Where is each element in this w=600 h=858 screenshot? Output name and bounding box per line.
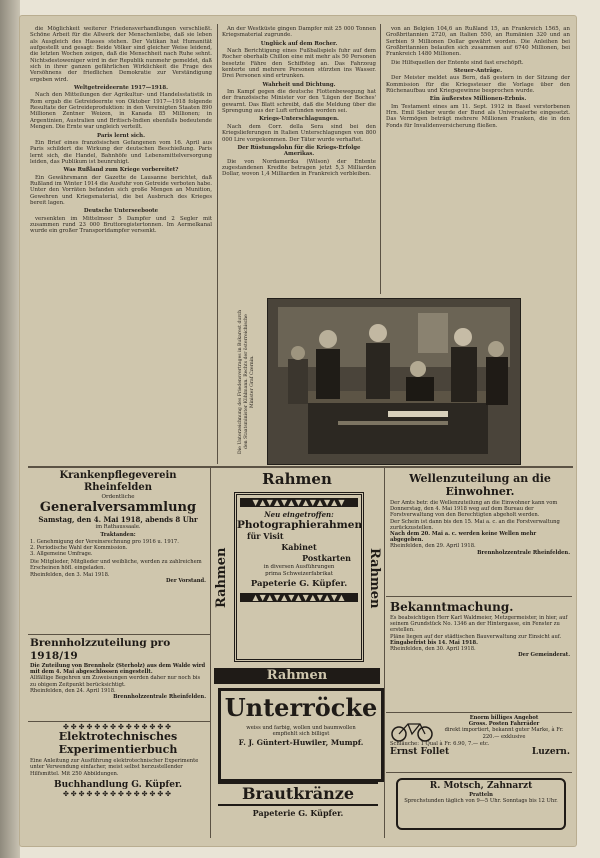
ad-line: in diversen Ausführungen bbox=[263, 564, 335, 570]
article-text: Die von Nordamerika (Wilson) der Entente zugestandenen Kredite betragen jetzt 5,3 Milliarden Dollar, wovon 1,4 Milliarden in Frankreich verbleiben. bbox=[222, 158, 376, 178]
ad-wellenzuteilung bbox=[390, 472, 570, 592]
ad-subtitle: empfiehlt sich billigst bbox=[272, 731, 330, 738]
article-column-1 bbox=[30, 26, 212, 462]
ad-city: Pratteln bbox=[469, 792, 493, 798]
ad-subtitle: Ordentliche bbox=[101, 494, 135, 500]
ad-line: Postkarten bbox=[302, 553, 351, 563]
section-rule bbox=[28, 466, 573, 468]
article-text: Der Meister meldet aus Bern, daß gestern in der Sitzung der Kommission für die Kriegssteuer die Vorlage über den Rüchenaufbau und Kriegsgewinne besprochen wurde. bbox=[386, 75, 570, 95]
ad-krankenpflegeverein bbox=[30, 470, 206, 630]
frame-border bbox=[234, 492, 364, 662]
ad-text: direkt importiert, bekannt guter Marke, à Fr. 220.— exklusive bbox=[444, 727, 564, 740]
article-heading: Kriegs-Unterschlagungen. bbox=[259, 116, 339, 123]
ornament-row: ✤✤✤✤✤✤✤✤✤✤✤✤✤✤ bbox=[62, 723, 174, 731]
article-heading: Ein äußerstes Millionen-Erbnis. bbox=[429, 96, 527, 103]
ad-rule bbox=[28, 721, 210, 722]
ad-subtitle: weiss und farbig, wollen und baumwollen bbox=[246, 725, 356, 731]
intro-text: die Möglichkeit weiterer Friedensverhandlungen verschließt. Schöne Arbeit für die Allwerk der Menschenliebe, daß sie leben als Ausgleich des Hasses stehen. Der Vatikan hat Humanität aufgestellt und gesagt: Beide Völker sind gleicher Weise leidend, die letzten Wochen zeigen, daß die Menschheit nach Ruhe sehnt. Nichtsdestoweniger wird in der Republik nunmehr gemeldet, daß sich in ihrer ganzen gefährlichen Wirklichkeit die Frage des Versöhnens der friedlichen Demokratie zur Verständigung ergeben wird. bbox=[30, 26, 212, 83]
ad-unterroecke bbox=[218, 688, 384, 782]
ad-bekanntmachung bbox=[390, 600, 570, 710]
book-binding bbox=[0, 0, 20, 858]
ad-text: Die Zuteilung von Brennholz (Sterholz) aus dem Walde wird mit dem 4. Mai abgeschlossen eingestellt. bbox=[30, 663, 206, 676]
article-heading: Weltgetreideernte 1917—1918. bbox=[73, 85, 169, 92]
ad-text: Pläne liegen auf der städtischen Bauverwaltung zur Einsicht auf. bbox=[390, 633, 562, 640]
ad-rule bbox=[386, 712, 572, 713]
ad-shop: Papeterie G. Küpfer. bbox=[250, 579, 348, 589]
article-heading: Wahrheit und Dichtung. bbox=[262, 81, 336, 88]
ad-line: prima Schweizerfabrikat bbox=[265, 571, 333, 577]
ad-text: Schläuche: 1 Qual à Fr. 6.90, 7.— etc. bbox=[390, 740, 490, 747]
article-text: Ein Brief eines französischen Gefangenen vom 16. April aus Paris schildert die Wirkung der deutschen Beschießung. Paris lernt sich, die Handel, Bahnhöfe und Lebensmittelversorgung leiden, das Publikum ist beunruhigt. bbox=[30, 139, 212, 165]
column-rule bbox=[384, 468, 385, 838]
ad-heading: Generalversammlung bbox=[39, 500, 197, 516]
article-text: versenkten im Mittelmeer 5 Dampfer und 2 Segler mit zusammen rund 23 000 Bruttoregistertonnen. Im Aermelkanal wurde ein großer Transportdampfer versenkt. bbox=[30, 215, 212, 235]
agenda-item: 1. Genehmigung der Vereinsrechnung pro 1916 u. 1917. bbox=[30, 538, 179, 545]
ad-frame-bottom: Rahmen bbox=[214, 668, 380, 684]
ornament-row: ✤✤✤✤✤✤✤✤✤✤✤✤✤✤ bbox=[62, 789, 174, 798]
article-column-3 bbox=[386, 26, 570, 294]
ad-title: Krankenpflegeverein Rheinfelden bbox=[59, 470, 177, 493]
ad-signer: Der Vorstand. bbox=[166, 577, 206, 584]
article-heading: Paris lernt sich. bbox=[97, 132, 145, 139]
ad-text: Allfällige Begehren um Zuweisungen werden daher nur noch bis zu obigem Zeitpunkt berücksichtigt. bbox=[30, 675, 201, 688]
article-heading: Steuer-Anträge. bbox=[453, 68, 503, 75]
ad-title: Enorm billiges Angebot bbox=[469, 715, 539, 721]
ad-sign: Rheinfelden, den 29. April 1918. bbox=[390, 543, 476, 550]
column-rule bbox=[380, 24, 381, 294]
ad-text: Sprechstunden täglich von 9—5 Uhr. Sonntags bis 12 Uhr. bbox=[404, 798, 558, 805]
agenda-item: 2. Periodische Wahl der Kommission. bbox=[30, 544, 128, 551]
ad-place: im Rathaussaale. bbox=[95, 524, 141, 531]
ad-shop: Ernst Follet bbox=[390, 747, 450, 758]
article-heading: Was Rußland zum Kriege vorbereitet? bbox=[63, 167, 179, 174]
ad-brennholz bbox=[30, 637, 206, 719]
ad-title: Wellenzuteilung an die Einwohner. bbox=[409, 472, 551, 498]
ad-zahnarzt bbox=[396, 778, 566, 830]
ad-signer: Brennholzzentrale Rheinfelden. bbox=[477, 549, 570, 556]
news-photograph bbox=[267, 298, 521, 465]
article-text: von an Belgien 104,6 an Rußland 15, an Frankreich 1565, an Großbritannien 2720, an Italien 550, an Rumänien 320 und an Serbien 9 Millionen Dollar gewährt worden. Die Anleihen bei Großbritannien belaufen sich zusammen auf 6740 Millionen, bei Frankreich 1480 Millionen. bbox=[386, 26, 570, 58]
ad-subtitle: Gross. Posten Fahrräder bbox=[468, 721, 540, 728]
ad-line: Kabinet bbox=[281, 542, 317, 552]
article-heading: Deutsche Unterseeboote bbox=[83, 208, 159, 215]
ad-signer: Der Gemeinderat. bbox=[518, 652, 570, 659]
article-text: Im Testament eines am 11. Sept. 1912 in Basel verstorbenen Hrn. Emil Sieber wurde der Bund als Universalerbe eingesetzt. Das Vermögen beträgt mehrere Millionen Franken, die in den Fonds für Invalidenversicherung fließen. bbox=[386, 103, 570, 129]
ad-text: Der Schein ist dann bis den 15. Mai a. c. an die Forstverwaltung zurückzustellen. bbox=[390, 518, 560, 531]
ad-title: Bekanntmachung. bbox=[390, 600, 514, 614]
ad-title: Brennholzzuteilung pro 1918/19 bbox=[30, 637, 171, 662]
ad-title: Elektrotechnisches Experimentierbuch bbox=[58, 730, 178, 757]
agenda-item: 3. Allgemeine Umfrage. bbox=[30, 551, 93, 558]
ad-new: Neu eingetroffen: bbox=[264, 510, 334, 519]
ad-frame-right: Rahmen bbox=[367, 547, 382, 609]
ad-text: Nach dem 20. Mai a. c. werden keine Wellen mehr abgegeben. bbox=[390, 531, 537, 544]
ad-city: Luzern. bbox=[531, 747, 570, 758]
ad-title: Unterröcke bbox=[224, 693, 378, 722]
ad-shop: Buchhandlung G. Küpfer. bbox=[53, 779, 183, 790]
ad-note: Die Mitglieder, Mitglieder und weibliche, werden zu zahlreichem Erscheinen höfl. eingeladen. bbox=[30, 559, 202, 572]
article-text: Die Hilfsquellen der Entente sind fast erschöpft. bbox=[391, 59, 524, 66]
article-text: An der Westküste gingen Dampfer mit 25 000 Tonnen Kriegsmaterial zugrunde. bbox=[222, 26, 376, 39]
ad-sign: Rheinfelden, den 3. Mai 1918. bbox=[30, 571, 110, 578]
ad-brautkraenze bbox=[218, 782, 378, 832]
article-heading: Der Rüstungslohn für die Kriegs-Erfolge Amerikas. bbox=[237, 144, 361, 158]
ad-experimentierbuch bbox=[30, 724, 206, 834]
ad-shop: Papeterie G. Küpfer. bbox=[252, 808, 344, 818]
ad-title: Brautkränze bbox=[218, 782, 378, 806]
ad-fahrraeder bbox=[390, 715, 570, 765]
ad-heading: Photographierahmen bbox=[237, 519, 363, 531]
ad-sign: Rheinfelden, den 24. April 1918. bbox=[30, 687, 116, 694]
article-column-2 bbox=[222, 26, 376, 294]
photo-caption: Die Unterzeichnung des Friedensvertrages in Bukarest durch den Staatsminister Kühlmann. Rechts der österreichische Minister Graf Czernin. bbox=[238, 309, 255, 455]
ad-text: Es beabsichtigen Herr Karl Waldmeier, Metzgermeister, in hier, auf seinem Grundstück No. 1346 an der Hintergasse, ein Fenster zu erstellen. bbox=[390, 615, 568, 634]
ad-title: R. Motsch, Zahnarzt bbox=[429, 781, 533, 791]
ad-rule bbox=[28, 634, 210, 635]
ad-shop: F. J. Güntert-Huwiler, Mumpf. bbox=[238, 738, 364, 748]
article-text: Nach dem Corr. della Sera sind bei den Kriegslieferungen in Italien Unterschlagungen von 800 000 Lire vorgekommen. Der Täter wurde verhaftet. bbox=[222, 123, 376, 143]
ad-agenda-label: Traktanden: bbox=[100, 532, 136, 539]
article-text: Nach den Mitteilungen der Agrikultur- und Handelsstatistik in Rom ergab die Getreideernte von Oktober 1917—1918 folgende Resultate der Getreideproduktion: in den Vereinigten Staaten 890 Millionen Zentner Weizen, in Kanada 85 Millionen; in Argentinien, Australien und Britisch-Indien ebenfalls bedeutende Mengen. Die Ernte war ungleich verteilt. bbox=[30, 92, 212, 131]
ad-date: Samstag, den 4. Mai 1918, abends 8 Uhr bbox=[38, 515, 198, 525]
column-rule bbox=[210, 468, 211, 838]
ad-date: Eingabefrist bis 14. Mai 1918. bbox=[390, 639, 478, 646]
article-text: Im Kampf gegen die deutsche Flottenbewegung hat der französische Minister vor den 'Lügen der Boches' gewarnt. Das Blatt schreibt, daß die Meldung über die Sprengung aus der Luft erfunden worden sei. bbox=[222, 89, 376, 115]
column-rule bbox=[217, 24, 218, 464]
ad-rahmen bbox=[214, 470, 380, 684]
ad-frame-top: Rahmen bbox=[262, 470, 332, 488]
article-text: Nach Berichtigung eines Fußballspiels fuhr auf dem Rocher oberhalb Chillon eine mit mehr als 50 Personen besetzte Fähre den Schiffsteg an. Das Fahrzeug kenterte und mehrere Personen stürzten ins Wasser. Drei Personen sind ertrunken. bbox=[222, 48, 376, 80]
article-text: Ein Gewährsmann der Gazette de Lausanne berichtet, daß Rußland im Winter 1914 die Ausfuhr von Getreide verboten habe. Unter den Vorräten befanden sich große Mengen an Munition, Gewehren und Kriegsmaterial, die bei Ausbruch des Krieges bereit lagen. bbox=[30, 174, 212, 206]
ad-frame-left: Rahmen bbox=[214, 547, 229, 609]
bicycle-icon bbox=[390, 719, 434, 743]
ad-text: Der Amts betr. die Wellenzuteilung an die Einwohner kann vom Donnerstag, den 4. Mai 1918 weg auf dem Bureau der Forstverwaltung von den Berechtigten abgeholt werden. bbox=[390, 500, 558, 519]
ad-sign: Rheinfelden, den 30. April 1918. bbox=[390, 646, 476, 653]
ornament-band: ▼▲▼▲▼▲▼▲▼▲▼▲▼ bbox=[240, 498, 358, 507]
ad-rule bbox=[386, 772, 572, 773]
ad-signer: Brennholzzentrale Rheinfelden. bbox=[113, 694, 206, 701]
article-heading: Unglück auf dem Rocher. bbox=[260, 40, 338, 47]
ornament-band: ▲▼▲▼▲▼▲▼▲▼▲▼▲ bbox=[240, 593, 358, 602]
ad-text: Eine Anleitung zur Ausführung elektrotechnischer Experimente unter Verwendung einfacher, meist selbst herzustellender Hilfsmittel. Mit 250 Abbildungen. bbox=[30, 758, 199, 777]
photograph-image bbox=[268, 299, 520, 464]
ad-line: für Visit bbox=[247, 531, 284, 541]
ad-rule bbox=[386, 596, 572, 597]
